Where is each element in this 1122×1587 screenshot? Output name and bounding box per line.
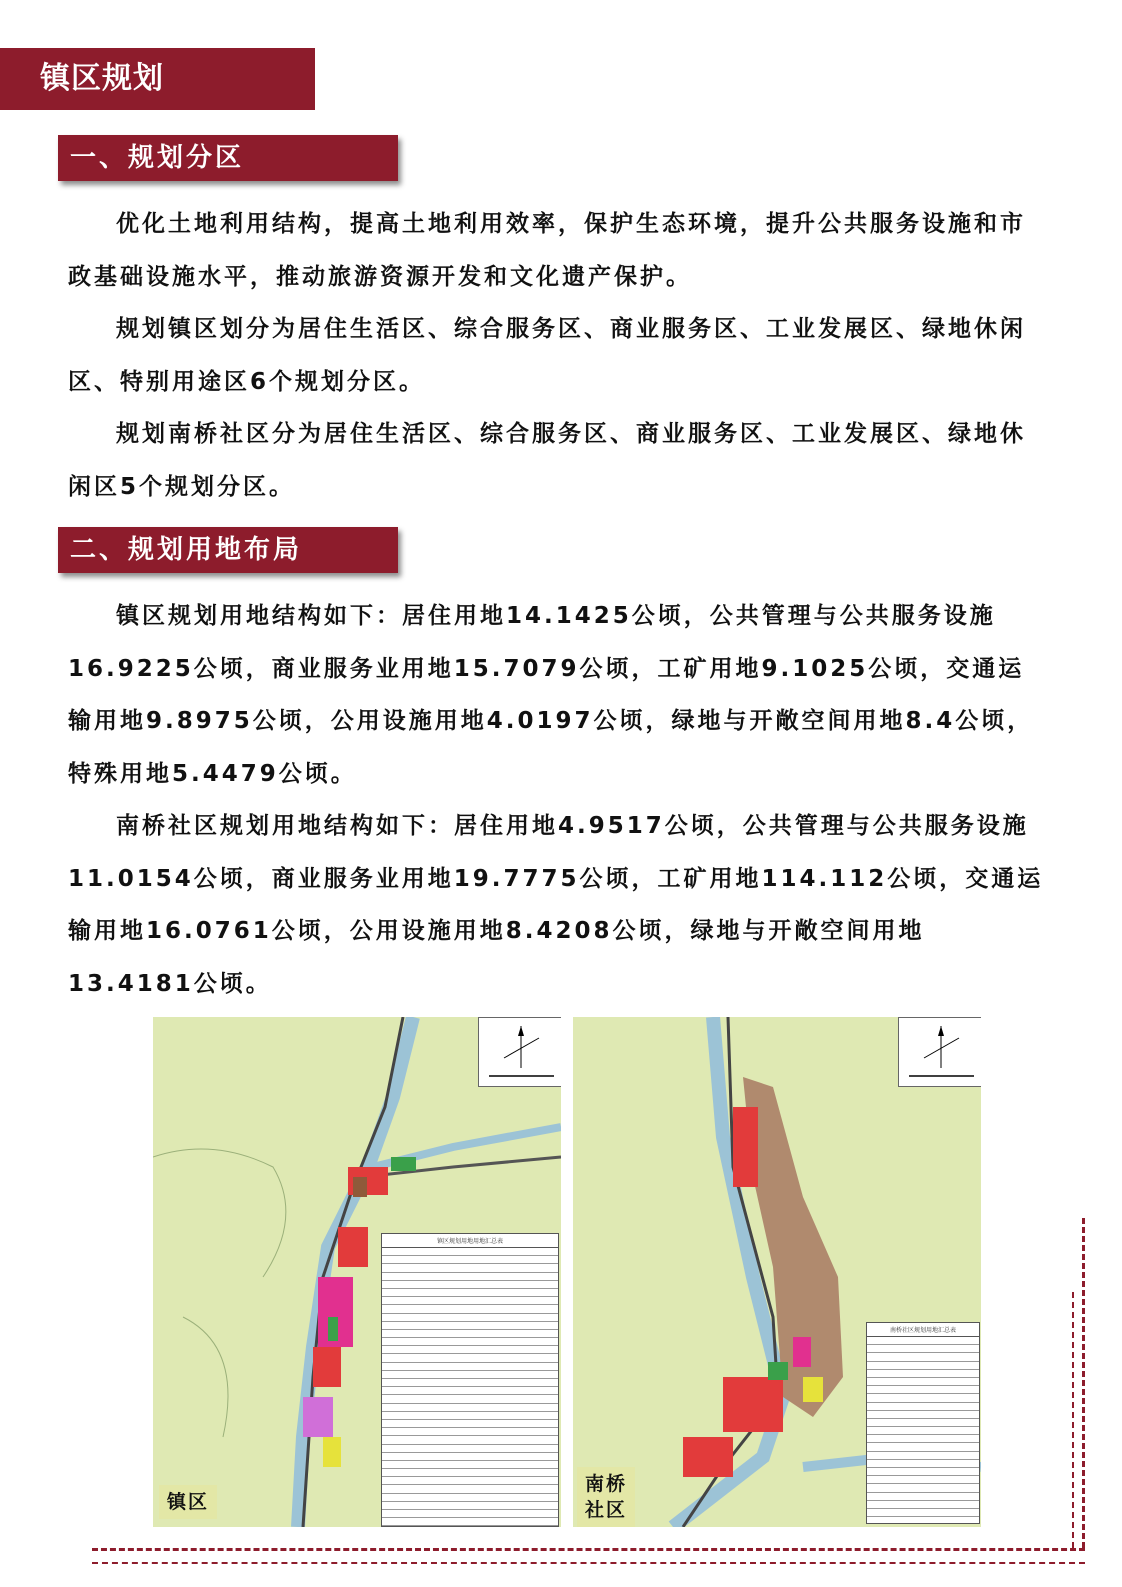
table-row	[382, 1428, 558, 1436]
table-row	[867, 1337, 979, 1345]
map-label-line: 社区	[585, 1499, 628, 1521]
map-label-text: 镇区	[167, 1491, 210, 1513]
decorative-frame-right-inner	[1072, 1292, 1074, 1548]
section-heading-zoning	[58, 135, 398, 181]
table-row	[382, 1289, 558, 1297]
table-title: 镇区规划用地用地汇总表	[382, 1234, 558, 1248]
nanqiao-map-label	[577, 1467, 635, 1527]
table-row	[867, 1419, 979, 1427]
table-row	[382, 1477, 558, 1485]
table-row	[382, 1502, 558, 1510]
table-row	[382, 1469, 558, 1477]
table-row	[867, 1476, 979, 1484]
town-land-use-table	[381, 1233, 559, 1527]
decorative-frame-bottom	[92, 1548, 1085, 1551]
table-row	[382, 1322, 558, 1330]
decorative-frame-bottom-outer	[92, 1562, 1085, 1564]
table-row	[382, 1273, 558, 1281]
table-title: 南桥社区规划用地汇总表	[867, 1323, 979, 1337]
decorative-frame-right	[1082, 1218, 1085, 1548]
table-row	[382, 1412, 558, 1420]
table-row	[382, 1281, 558, 1289]
table-row	[382, 1461, 558, 1469]
paragraph: 优化土地利用结构，提高土地利用效率，保护生态环境，提升公共服务设施和市政基础设施水平，推动旅游资源开发和文化遗产保护。	[68, 211, 1026, 290]
table-row	[382, 1518, 558, 1526]
table-row	[867, 1394, 979, 1402]
section-heading-text: 二、规划用地布局	[70, 535, 303, 565]
town-land-use-map	[153, 1017, 561, 1527]
table-row	[867, 1362, 979, 1370]
table-row	[382, 1404, 558, 1412]
table-row	[867, 1403, 979, 1411]
table-row	[382, 1297, 558, 1305]
table-row	[382, 1346, 558, 1354]
compass-scale-box	[478, 1017, 561, 1087]
section-heading-land-use	[58, 527, 398, 573]
table-row	[867, 1452, 979, 1460]
table-row	[382, 1338, 558, 1346]
table-row	[867, 1517, 979, 1524]
table-row	[867, 1411, 979, 1419]
table-row	[867, 1443, 979, 1451]
table-row	[382, 1395, 558, 1403]
table-row	[382, 1314, 558, 1322]
table-row	[382, 1453, 558, 1461]
table-row	[867, 1435, 979, 1443]
table-row	[382, 1330, 558, 1338]
table-row	[382, 1494, 558, 1502]
page-title: 镇区规划	[40, 61, 164, 96]
compass-scale-box	[898, 1017, 981, 1087]
table-row	[867, 1353, 979, 1361]
table-row	[382, 1354, 558, 1362]
table-row	[867, 1378, 979, 1386]
table-row	[867, 1370, 979, 1378]
paragraph: 规划南桥社区分为居住生活区、综合服务区、商业服务区、工业发展区、绿地休闲区5个规划分区。	[68, 421, 1026, 500]
table-row	[382, 1371, 558, 1379]
paragraph: 镇区规划用地结构如下：居住用地14.1425公顷，公共管理与公共服务设施16.9225公顷，商业服务业用地15.7079公顷，工矿用地9.1025公顷，交通运输用地9.8975公顷，公用设施用地4.0197公顷，绿地与开敞空间用地8.4公顷，特殊用地5.4479公顷。	[68, 603, 1034, 787]
table-row	[382, 1256, 558, 1264]
table-row	[382, 1305, 558, 1313]
table-row	[382, 1420, 558, 1428]
north-arrow-icon	[479, 1018, 561, 1086]
north-arrow-icon	[899, 1018, 981, 1086]
table-row	[382, 1510, 558, 1518]
table-row	[382, 1445, 558, 1453]
nanqiao-land-use-map	[573, 1017, 981, 1527]
table-row	[867, 1484, 979, 1492]
table-row	[867, 1493, 979, 1501]
town-map-label	[159, 1485, 217, 1519]
table-row	[382, 1526, 558, 1527]
table-row	[382, 1436, 558, 1444]
table-row	[867, 1509, 979, 1517]
table-row	[382, 1248, 558, 1256]
table-row	[382, 1485, 558, 1493]
table-row	[382, 1387, 558, 1395]
paragraph: 南桥社区规划用地结构如下：居住用地4.9517公顷，公共管理与公共服务设施11.0154公顷，商业服务业用地19.7775公顷，工矿用地114.112公顷，交通运输用地16.0761公顷，公用设施用地8.4208公顷，绿地与开敞空间用地13.4181公顷。	[68, 813, 1044, 997]
table-row	[867, 1345, 979, 1353]
table-row	[867, 1427, 979, 1435]
paragraph: 规划镇区划分为居住生活区、综合服务区、商业服务区、工业发展区、绿地休闲区、特别用途区6个规划分区。	[68, 316, 1026, 395]
page-title-banner	[0, 48, 315, 110]
nanqiao-land-use-table	[866, 1322, 980, 1524]
table-row	[382, 1264, 558, 1272]
table-row	[382, 1379, 558, 1387]
table-row	[867, 1468, 979, 1476]
table-row	[867, 1386, 979, 1394]
map-label-line: 南桥	[585, 1473, 628, 1495]
section-heading-text: 一、规划分区	[70, 143, 245, 173]
table-row	[382, 1363, 558, 1371]
table-row	[867, 1460, 979, 1468]
table-row	[867, 1501, 979, 1509]
